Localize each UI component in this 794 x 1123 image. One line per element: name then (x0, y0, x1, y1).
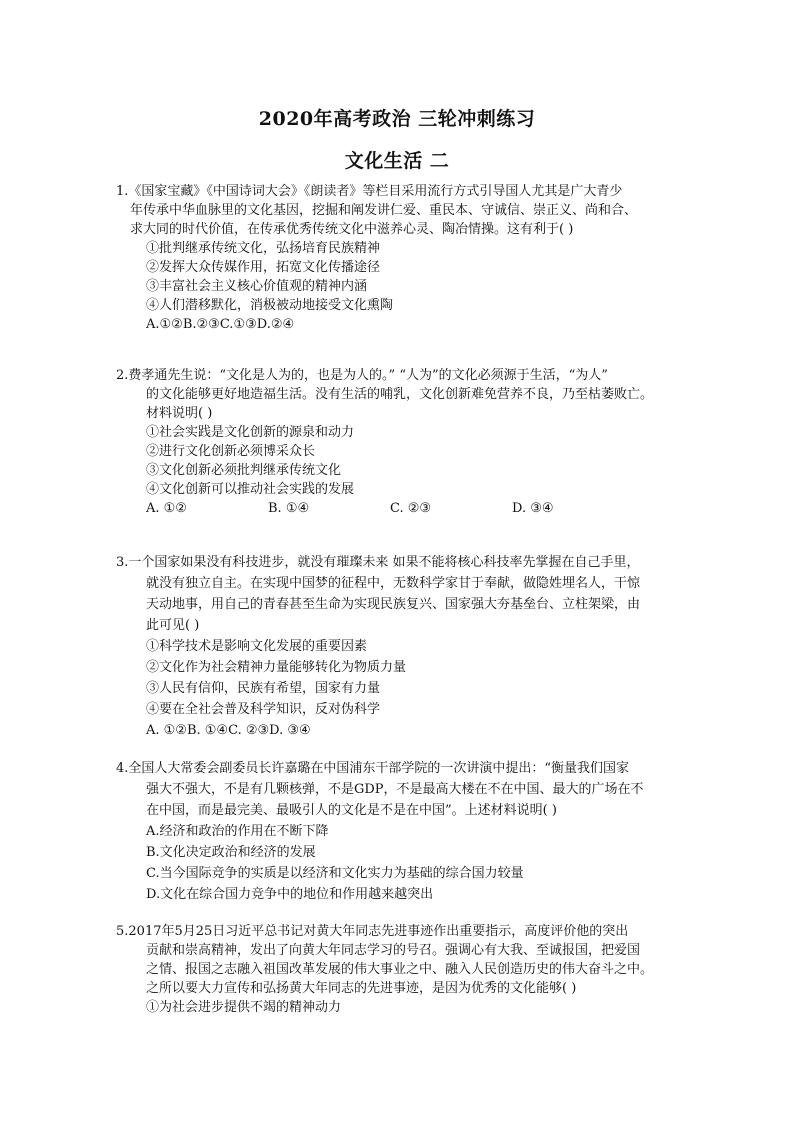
question-2-options (120, 499, 680, 518)
option-a: A. ①② (146, 501, 187, 516)
question-1-stem-line: 年传承中华血脉里的文化基因，挖掘和阐发讲仁爱、重民本、守诚信、崇正义、尚和合、 (130, 203, 638, 218)
question-2-item: ②进行文化创新必须博采众长 (146, 444, 316, 459)
question-4-stem-line: 强大不强大，不是有几颗核弹，不是GDP，不是最高大楼在不在中国、最大的广场在不 (146, 782, 644, 797)
question-1-stem-line: 求大同的时代价值，在传承优秀传统文化中滋养心灵、陶冶情操。这有利于( ) (130, 222, 574, 237)
question-5-stem-line: 之所以要大力宣传和弘扬黄大年同志的先进事迹，是因为优秀的文化能够( ) (146, 981, 577, 996)
question-1-stem-line: 1.《国家宝藏》《中国诗词大会》《朗读者》等栏目采用流行方式引导国人尤其是广大青少 (116, 184, 623, 199)
question-1-item: ①批判继承传统文化，弘扬培育民族精神 (146, 241, 381, 256)
question-4-option: A.经济和政治的作用在不断下降 (146, 824, 329, 839)
question-4-stem-line: 在中国，而是最完美、最吸引人的文化是不是在中国”。上述材料说明( ) (146, 803, 557, 818)
question-4-stem-line: 4.全国人大常委会副委员长许嘉璐在中国浦东干部学院的一次讲演中提出：“衡量我们国家 (116, 761, 630, 776)
question-3-options: A. ①②B. ①④C. ②③D. ③④ (146, 723, 311, 738)
question-2-stem-line: 材料说明( ) (146, 406, 213, 421)
question-3-stem-line: 天动地事，用自己的青春甚至生命为实现民族复兴、国家强大夯基垒台、立柱架梁，由 (146, 597, 641, 612)
question-3-item: ①科学技术是影响文化发展的重要因素 (146, 639, 368, 654)
question-3 (116, 552, 680, 741)
question-2-item: ③文化创新必须批判继承传统文化 (146, 463, 342, 478)
question-2-stem-line: 的文化能够更好地造福生活。没有生活的哺乳，文化创新难免营养不良，乃至枯萎败亡。 (146, 387, 654, 402)
question-1 (116, 182, 680, 334)
question-3-stem-line: 就没有独立自主。在实现中国梦的征程中，无数科学家甘于奉献，做隐姓埋名人，干惊 (146, 576, 641, 591)
question-4-option: C.当今国际竞争的实质是以经济和文化实力为基础的综合国力较量 (146, 866, 524, 881)
question-3-item: ④要在全社会普及科学知识，反对伪科学 (146, 702, 381, 717)
question-2-item: ①社会实践是文化创新的源泉和动力 (146, 425, 355, 440)
document-title: 2020年高考政治 三轮冲刺练习 (258, 108, 536, 130)
question-4-option: D.文化在综合国力竞争中的地位和作用越来越突出 (146, 887, 434, 902)
question-5 (116, 922, 680, 1017)
question-2 (116, 366, 680, 518)
option-c: C. ②③ (390, 501, 432, 516)
option-d: D. ③④ (512, 501, 554, 516)
question-3-stem-line: 3.一个国家如果没有科技进步，就没有璀璨未来 如果不能将核心科技率先掌握在自己手里， (116, 555, 640, 570)
question-5-stem-line: 之情、报国之志融入祖国改革发展的伟大事业之中、融入人民创造历史的伟大奋斗之中。 (146, 962, 654, 977)
question-4-option: B.文化决定政治和经济的发展 (146, 845, 316, 860)
question-4 (116, 758, 680, 905)
question-3-stem-line: 此可见( ) (146, 618, 200, 633)
question-5-stem-line: 5.2017年5月25日习近平总书记对黄大年同志先进事迹作出重要指示，高度评价他的突出 (116, 924, 629, 939)
question-2-item: ④文化创新可以推动社会实践的发展 (146, 482, 355, 497)
question-1-item: ③丰富社会主义核心价值观的精神内涵 (146, 279, 368, 294)
question-5-item: ①为社会进步提供不竭的精神动力 (146, 1000, 342, 1015)
question-1-options: A.①②B.②③C.①③D.②④ (146, 317, 295, 332)
question-3-item: ③人民有信仰，民族有希望，国家有力量 (146, 681, 381, 696)
question-1-item: ④人们潜移默化，消极被动地接受文化熏陶 (146, 298, 394, 313)
document-subtitle: 文化生活 二 (344, 150, 450, 172)
question-5-stem-line: 贡献和崇高精神，发出了向黄大年同志学习的号召。强调心有大我、至诚报国，把爱国 (146, 943, 641, 958)
question-3-item: ②文化作为社会精神力量能够转化为物质力量 (146, 660, 407, 675)
option-b: B. ①④ (268, 501, 310, 516)
question-1-item: ②发挥大众传媒作用，拓宽文化传播途径 (146, 260, 381, 275)
question-2-stem-line: 2.费孝通先生说：“文化是人为的，也是为人的。” “人为”的文化必须源于生活，“为人” (116, 368, 608, 383)
